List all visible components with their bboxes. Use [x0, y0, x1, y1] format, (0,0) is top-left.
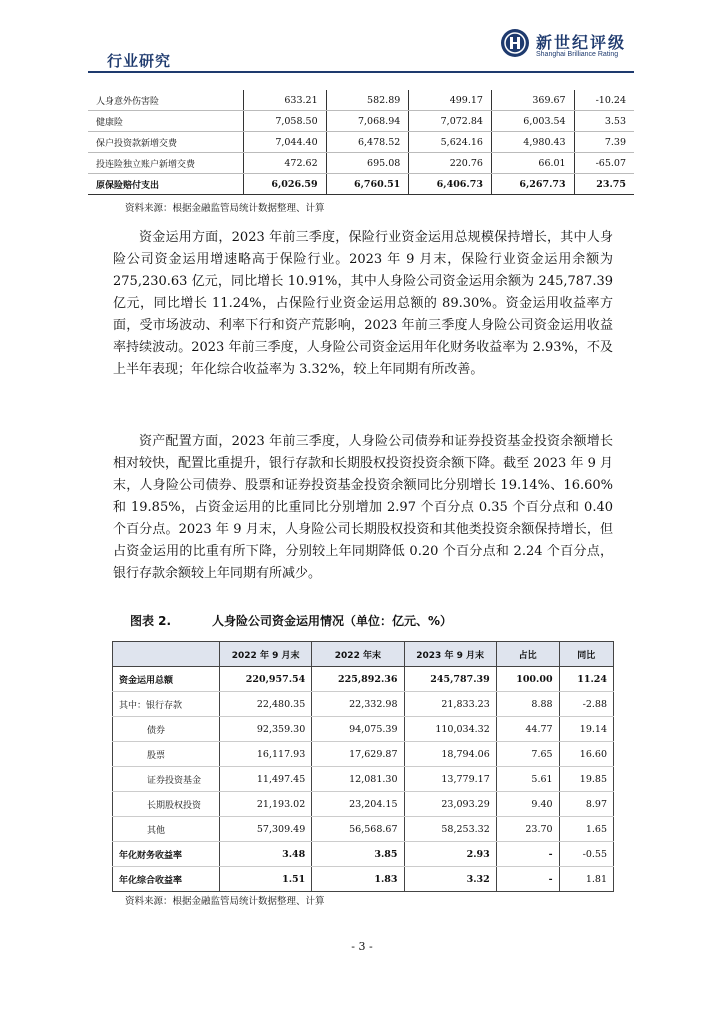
table2-source: 资料来源：根据金融监管局统计数据整理、计算	[125, 896, 325, 907]
cell: -	[496, 842, 559, 867]
cell: 1.65	[559, 817, 613, 842]
row-label: 保户投资款新增交费	[88, 132, 243, 153]
cell: -10.24	[574, 90, 634, 111]
cell: 56,568.67	[312, 817, 404, 842]
cell: 7.39	[574, 132, 634, 153]
table-row	[113, 842, 614, 867]
logo-mark-icon	[500, 28, 530, 58]
row-label: 资金运用总额	[113, 667, 220, 692]
row-label: 人身意外伤害险	[88, 90, 243, 111]
cell: 44.77	[496, 717, 559, 742]
cell: -2.88	[559, 692, 613, 717]
table-row	[113, 767, 614, 792]
cell: 94,075.39	[312, 717, 404, 742]
cell: 7,072.84	[409, 111, 492, 132]
cell: 21,833.23	[404, 692, 496, 717]
cell: 220.76	[409, 153, 492, 174]
column-header	[113, 642, 220, 667]
row-label: 年化财务收益率	[113, 842, 220, 867]
section-title: 行业研究	[107, 52, 172, 70]
table-row	[88, 153, 634, 174]
premium-table	[88, 90, 634, 195]
cell: 11.24	[559, 667, 613, 692]
cell: 2.93	[404, 842, 496, 867]
cell: 22,480.35	[220, 692, 312, 717]
cell: 58,253.32	[404, 817, 496, 842]
fund-utilization-table	[112, 641, 614, 892]
table-row	[113, 717, 614, 742]
brand-logo	[500, 28, 630, 68]
cell: 12,081.30	[312, 767, 404, 792]
column-header: 2022 年 9 月末	[220, 642, 312, 667]
column-header: 2022 年末	[312, 642, 404, 667]
cell: 7,058.50	[243, 111, 326, 132]
cell: 245,787.39	[404, 667, 496, 692]
cell: 21,193.02	[220, 792, 312, 817]
column-header: 同比	[559, 642, 613, 667]
cell: 92,359.30	[220, 717, 312, 742]
cell: 17,629.87	[312, 742, 404, 767]
cell: 7,068.94	[326, 111, 409, 132]
cell: 6,406.73	[409, 174, 492, 195]
cell: 4,980.43	[491, 132, 574, 153]
row-label: 年化综合收益率	[113, 867, 220, 892]
cell: 695.08	[326, 153, 409, 174]
cell: 633.21	[243, 90, 326, 111]
table-row-total	[88, 174, 634, 195]
cell: 110,034.32	[404, 717, 496, 742]
table-row	[88, 111, 634, 132]
cell: 23,204.15	[312, 792, 404, 817]
column-header: 2023 年 9 月末	[404, 642, 496, 667]
header-divider	[88, 71, 634, 73]
cell: 220,957.54	[220, 667, 312, 692]
row-label: 原保险赔付支出	[88, 174, 243, 195]
cell: 5,624.16	[409, 132, 492, 153]
cell: 9.40	[496, 792, 559, 817]
cell: 3.48	[220, 842, 312, 867]
paragraph-allocation: 资产配置方面，2023 年前三季度，人身险公司债券和证券投资基金投资余额增长相对较快，配置比重提升，银行存款和长期股权投资投资余额下降。截至 2023 年 9 月末，人身险公司债券、股票和证券投资基金投资余额同比分别增长 19.14%、16.60%和 19.85%，占资金运用的比重同比分别增加 2.97 个百分点 0.35 个百分点和 0.40 个百分点。2023 年 9 月末，人身险公司长期股权投资和其他类投资余额保持增长，但占资金运用的比重有所下降，分别较上年同期降低 0.20 个百分点和 2.24 个百分点，银行存款余额较上年同期有所减少。	[113, 434, 613, 581]
page-number: - 3 -	[351, 940, 373, 953]
cell: 8.97	[559, 792, 613, 817]
cell: 16,117.93	[220, 742, 312, 767]
row-label: 债券	[113, 717, 220, 742]
cell: 6,478.52	[326, 132, 409, 153]
cell: 5.61	[496, 767, 559, 792]
cell: 66.01	[491, 153, 574, 174]
cell: -	[496, 867, 559, 892]
cell: 16.60	[559, 742, 613, 767]
cell: 18,794.06	[404, 742, 496, 767]
logo-text-cn: 新世纪评级	[536, 33, 627, 52]
cell: 225,892.36	[312, 667, 404, 692]
figure-caption	[130, 612, 452, 629]
table-row	[113, 692, 614, 717]
cell: 472.62	[243, 153, 326, 174]
logo-text-en: Shanghai Brilliance Rating	[536, 51, 619, 58]
table1-source: 资料来源：根据金融监管局统计数据整理、计算	[125, 203, 325, 214]
figure-title: 人身险公司资金运用情况（单位：亿元、%）	[212, 614, 453, 628]
table-row	[113, 742, 614, 767]
column-header: 占比	[496, 642, 559, 667]
row-label: 投连险独立账户新增交费	[88, 153, 243, 174]
table-row	[113, 792, 614, 817]
figure-number: 图表 2.	[130, 614, 172, 628]
row-label: 其中：银行存款	[113, 692, 220, 717]
row-label: 证券投资基金	[113, 767, 220, 792]
cell: 3.53	[574, 111, 634, 132]
cell: 1.83	[312, 867, 404, 892]
cell: 582.89	[326, 90, 409, 111]
cell: -65.07	[574, 153, 634, 174]
cell: 13,779.17	[404, 767, 496, 792]
row-label: 长期股权投资	[113, 792, 220, 817]
cell: -0.55	[559, 842, 613, 867]
cell: 23.70	[496, 817, 559, 842]
table-row	[113, 867, 614, 892]
cell: 6,003.54	[491, 111, 574, 132]
cell: 1.81	[559, 867, 613, 892]
cell: 6,026.59	[243, 174, 326, 195]
cell: 8.88	[496, 692, 559, 717]
cell: 7.65	[496, 742, 559, 767]
cell: 57,309.49	[220, 817, 312, 842]
table-header-row	[113, 642, 614, 667]
cell: 3.85	[312, 842, 404, 867]
table-row	[88, 90, 634, 111]
cell: 19.14	[559, 717, 613, 742]
cell: 19.85	[559, 767, 613, 792]
table-row	[113, 667, 614, 692]
cell: 6,760.51	[326, 174, 409, 195]
cell: 100.00	[496, 667, 559, 692]
cell: 6,267.73	[491, 174, 574, 195]
table-row	[88, 132, 634, 153]
cell: 7,044.40	[243, 132, 326, 153]
cell: 1.51	[220, 867, 312, 892]
row-label: 健康险	[88, 111, 243, 132]
cell: 369.67	[491, 90, 574, 111]
row-label: 股票	[113, 742, 220, 767]
cell: 22,332.98	[312, 692, 404, 717]
row-label: 其他	[113, 817, 220, 842]
cell: 23,093.29	[404, 792, 496, 817]
paragraph-investment: 资金运用方面，2023 年前三季度，保险行业资金运用总规模保持增长，其中人身险公司资金运用增速略高于保险行业。2023 年 9 月末，保险行业资金运用余额为 275,230.63 亿元，同比增长 10.91%，其中人身险公司资金运用余额为 245,787.39 亿元，同比增长 11.24%，占保险行业资金运用总额的 89.30%。资金运用收益率方面，受市场波动、利率下行和资产荒影响，2023 年前三季度人身险公司资金运用收益率持续波动。2023 年前三季度，人身险公司资金运用年化财务收益率为 2.93%，不及上半年表现；年化综合收益率为 3.32%，较上年同期有所改善。	[113, 230, 613, 377]
cell: 499.17	[409, 90, 492, 111]
table-row	[113, 817, 614, 842]
cell: 23.75	[574, 174, 634, 195]
cell: 11,497.45	[220, 767, 312, 792]
cell: 3.32	[404, 867, 496, 892]
